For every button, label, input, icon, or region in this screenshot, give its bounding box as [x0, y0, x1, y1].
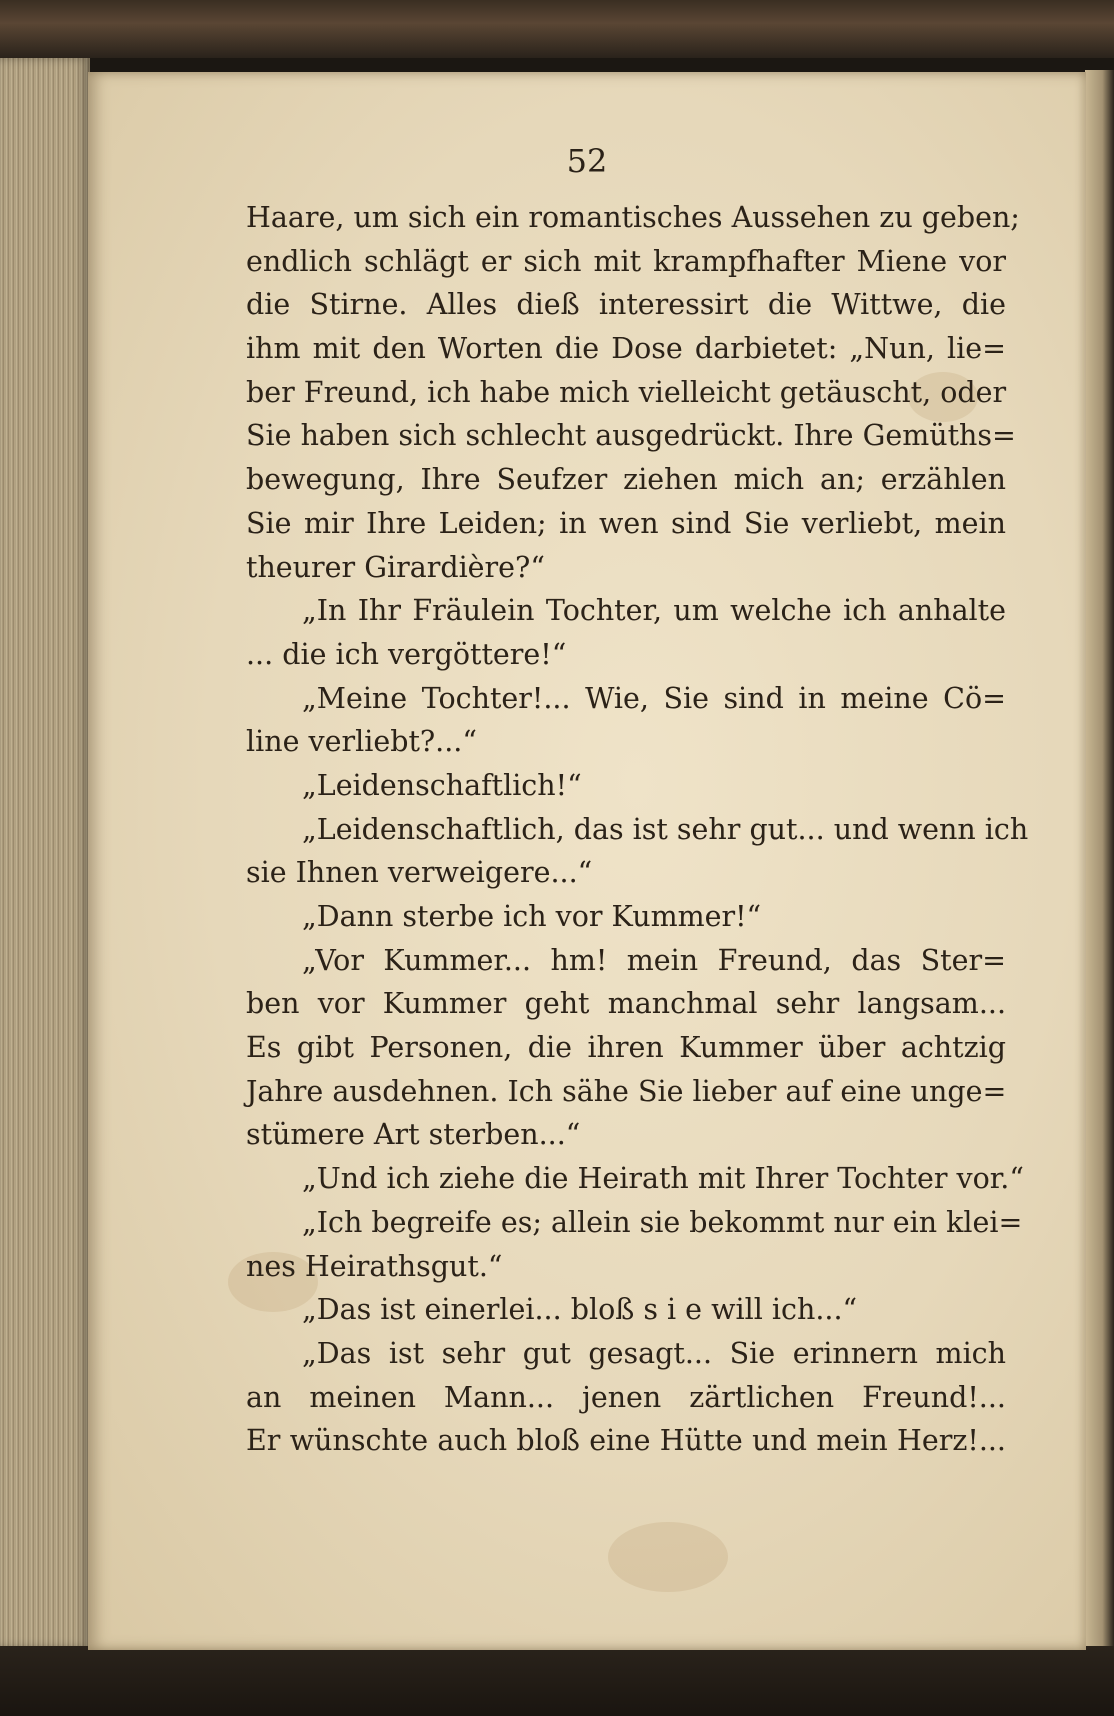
- text-line: sie Ihnen verweigere...“: [246, 856, 593, 890]
- text-line: Jahre ausdehnen. Ich sähe Sie lieber auf eine unge=: [246, 1074, 1007, 1108]
- text-line: endlich schlägt er sich mit krampfhafter Miene vor: [246, 244, 1006, 278]
- book-cover-bottom-edge: [0, 1646, 1114, 1716]
- text-line: theurer Girardière?“: [246, 550, 545, 584]
- book-page: [88, 72, 1086, 1650]
- page-number: 52: [566, 142, 608, 180]
- text-line: ... die ich vergöttere!“: [246, 637, 567, 671]
- text-line: Er wünschte auch bloß eine Hütte und mein Herz!...: [246, 1424, 1006, 1458]
- text-line: an meinen Mann... jenen zärtlichen Freund!...: [246, 1380, 1006, 1414]
- text-line: Sie mir Ihre Leiden; in wen sind Sie verliebt, mein: [246, 506, 1006, 540]
- text-line: Haare, um sich ein romantisches Aussehen zu geben;: [246, 201, 1020, 234]
- text-line: „Dann sterbe ich vor Kummer!“: [302, 900, 762, 933]
- text-line: stümere Art sterben...“: [246, 1118, 581, 1152]
- text-line: „In Ihr Fräulein Tochter, um welche ich anhalte: [302, 594, 1006, 628]
- text-line: „Vor Kummer... hm! mein Freund, das Ster=: [302, 943, 1006, 977]
- text-line: „Das ist sehr gut gesagt... Sie erinnern mich: [302, 1336, 1006, 1370]
- body-text: [246, 196, 1029, 1463]
- text-line: Sie haben sich schlecht ausgedrückt. Ihre Gemüths=: [246, 419, 1016, 453]
- text-line: Es gibt Personen, die ihren Kummer über achtzig: [246, 1031, 1006, 1065]
- text-line: „Leidenschaftlich!“: [302, 768, 582, 802]
- page-right-edge: [1085, 70, 1114, 1650]
- book-cover-top-edge: [0, 0, 1114, 58]
- text-line: „Leidenschaftlich, das ist sehr gut... und wenn ich: [302, 812, 1029, 846]
- text-line: bewegung, Ihre Seufzer ziehen mich an; erzählen: [246, 463, 1006, 497]
- text-line: line verliebt?...“: [246, 725, 477, 759]
- text-line: „Ich begreife es; allein sie bekommt nur ein klei=: [302, 1205, 1023, 1239]
- text-line: „Das ist einerlei... bloß s i e will ich...“: [302, 1293, 858, 1327]
- text-line: ihm mit den Worten die Dose darbietet: „Nun, lie=: [246, 332, 1006, 366]
- text-line: „Und ich ziehe die Heirath mit Ihrer Tochter vor.“: [302, 1162, 1024, 1196]
- text-line: nes Heirathsgut.“: [246, 1249, 503, 1283]
- text-line: die Stirne. Alles dieß interessirt die Wittwe, die: [246, 288, 1006, 322]
- foxing-stain: [608, 1522, 728, 1592]
- page-stack-left-edge: [0, 58, 90, 1648]
- text-line: „Meine Tochter!... Wie, Sie sind in meine Cö=: [302, 681, 1006, 715]
- text-line: ben vor Kummer geht manchmal sehr langsam...: [246, 987, 1006, 1021]
- text-line: ber Freund, ich habe mich vielleicht getäuscht, oder: [246, 375, 1007, 409]
